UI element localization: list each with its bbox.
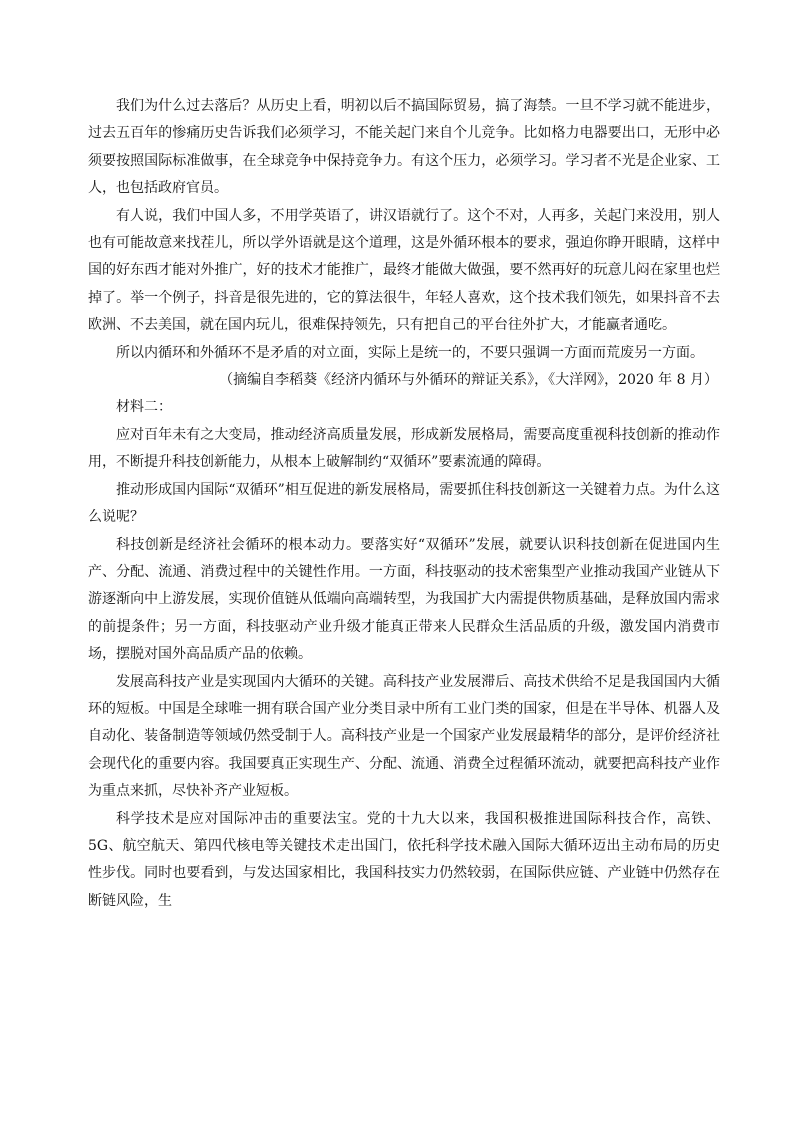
paragraph-4: 应对百年未有之大变局，推动经济高质量发展，形成新发展格局，需要高度重视科技创新的推动作用，不断提升科技创新能力，从根本上破解制约“双循环”要素流通的障碍。 xyxy=(88,426,720,471)
paragraph-2: 有人说，我们中国人多，不用学英语了，讲汉语就行了。这个不对，人再多，关起门来没用，别人也有可能故意来找茬儿，所以学外语就是这个道理，这是外循环根本的要求，强迫你睁开眼睛，这样中国的好东西才能对外推广，好的技术才能推广，最终才能做大做强，要不然再好的玩意儿闷在家里也烂掉了。举一个例子，抖音是很先进的，它的算法很牛，年轻人喜欢，这个技术我们领先，如果抖音不去欧洲、不去美国，就在国内玩儿，很难保持领先，只有把自己的平台往外扩大，才能赢者通吃。 xyxy=(88,207,720,334)
section-title: 材料二： xyxy=(116,399,172,416)
paragraph-8: 科学技术是应对国际冲击的重要法宝。党的十九大以来，我国积极推进国际科技合作，高铁、5G、航空航天、第四代核电等关键技术走出国门，依托科学技术融入国际大循环迈出主动布局的历史性步伐。同时也要看到，与发达国家相比，我国科技实力仍然较弱，在国际供应链、产业链中仍然存在断链风险，生 xyxy=(88,810,720,909)
paragraph-5: 推动形成国内国际“双循环”相互促进的新发展格局，需要抓住科技创新这一关键着力点。为什么这么说呢？ xyxy=(88,481,720,526)
paragraph-7: 发展高科技产业是实现国内大循环的关键。高科技产业发展滞后、高技术供给不足是我国国内大循环的短板。中国是全球唯一拥有联合国产业分类目录中所有工业门类的国家，但是在半导体、机器人及自动化、装备制造等领域仍然受制于人。高科技产业是一个国家产业发展最精华的部分，是评价经济社会现代化的重要内容。我国要真正实现生产、分配、流通、消费全过程循环流动，就要把高科技产业作为重点来抓，尽快补齐产业短板。 xyxy=(88,673,720,800)
document-page xyxy=(88,93,720,915)
paragraph-3: 所以内循环和外循环不是矛盾的对立面，实际上是统一的，不要只强调一方面而荒废另一方面。 xyxy=(116,344,704,361)
source-citation: （摘编自李稻葵《经济内循环与外循环的辩证关系》，《大洋网》，2020 年 8 月） xyxy=(219,372,718,389)
paragraph-6: 科技创新是经济社会循环的根本动力。要落实好“双循环”发展，就要认识科技创新在促进国内生产、分配、流通、消费过程中的关键性作用。一方面，科技驱动的技术密集型产业推动我国产业链从下游逐渐向中上游发展，实现价值链从低端向高端转型，为我国扩大内需提供物质基础，是释放国内需求的前提条件；另一方面，科技驱动产业升级才能真正带来人民群众生活品质的升级，激发国内消费市场，摆脱对国外高品质产品的依赖。 xyxy=(88,536,720,663)
paragraph-1: 我们为什么过去落后？从历史上看，明初以后不搞国际贸易，搞了海禁。一旦不学习就不能进步，过去五百年的惨痛历史告诉我们必须学习，不能关起门来自个儿竞争。比如格力电器要出口，无形中必须要按照国际标准做事，在全球竞争中保持竞争力。有这个压力，必须学习。学习者不光是企业家、工人，也包括政府官员。 xyxy=(88,98,720,197)
